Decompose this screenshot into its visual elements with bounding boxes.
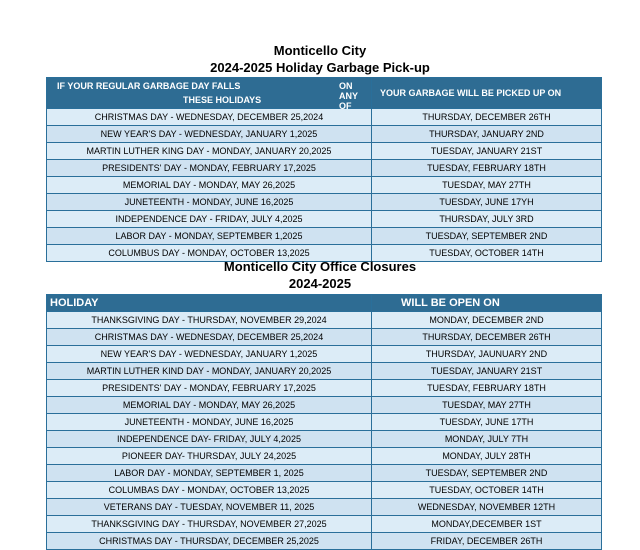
holiday-cell: MARTIN LUTHER KING DAY - MONDAY, JANUARY 20,2025 xyxy=(47,143,372,160)
holiday-cell: COLUMBAS DAY - MONDAY, OCTOBER 13,2025 xyxy=(47,482,372,499)
date-cell: TUESDAY, JANUARY 21ST xyxy=(372,143,602,160)
date-cell: THURSDAY, JULY 3RD xyxy=(372,211,602,228)
date-cell: MONDAY, JULY 7TH xyxy=(372,431,602,448)
holiday-cell: CHRISTMAS DAY - WEDNESDAY, DECEMBER 25,2024 xyxy=(47,329,372,346)
date-cell: TUESDAY, MAY 27TH xyxy=(372,397,602,414)
date-cell: TUESDAY, SEPTEMBER 2ND xyxy=(372,465,602,482)
table-header-row xyxy=(47,78,602,109)
holiday-cell: CHRISTMAS DAY - WEDNESDAY, DECEMBER 25,2024 xyxy=(47,109,372,126)
date-cell: TUESDAY, FEBRUARY 18TH xyxy=(372,380,602,397)
holiday-cell: THANKSGIVING DAY - THURSDAY, NOVEMBER 29,2024 xyxy=(47,312,372,329)
table-row xyxy=(47,499,602,516)
date-cell: TUESDAY, JUNE 17TH xyxy=(372,414,602,431)
holiday-cell: NEW YEAR'S DAY - WEDNESDAY, JANUARY 1,2025 xyxy=(47,346,372,363)
date-cell: TUESDAY, OCTOBER 14TH xyxy=(372,245,602,262)
date-cell: FRIDAY, DECEMBER 26TH xyxy=(372,533,602,550)
date-cell: THURSDAY, JAUNUARY 2ND xyxy=(372,346,602,363)
header-left-line2: THESE HOLIDAYS xyxy=(183,95,262,105)
holiday-cell: MARTIN LUTHER KIND DAY - MONDAY, JANUARY 20,2025 xyxy=(47,363,372,380)
table-row xyxy=(47,126,602,143)
table-row xyxy=(47,516,602,533)
date-cell: THURSDAY, DECEMBER 26TH xyxy=(372,109,602,126)
table-row xyxy=(47,533,602,550)
table-row xyxy=(47,194,602,211)
office-title: Monticello City Office Closures xyxy=(223,259,417,274)
header-right: YOUR GARBAGE WILL BE PICKED UP ON xyxy=(380,88,562,98)
table-row xyxy=(47,177,602,194)
table-row xyxy=(47,414,602,431)
table-row xyxy=(47,312,602,329)
table-row xyxy=(47,143,602,160)
holiday-cell: INDEPENDENCE DAY - FRIDAY, JULY 4,2025 xyxy=(47,211,372,228)
holiday-cell: LABOR DAY - MONDAY, SEPTEMBER 1, 2025 xyxy=(47,465,372,482)
header-left-line1: IF YOUR REGULAR GARBAGE DAY FALLS xyxy=(57,81,241,91)
table-row xyxy=(47,160,602,177)
holiday-cell: COLUMBUS DAY - MONDAY, OCTOBER 13,2025 xyxy=(47,245,372,262)
garbage-pickup-table xyxy=(46,77,602,262)
table-row xyxy=(47,465,602,482)
table-row xyxy=(47,448,602,465)
date-cell: THURSDAY, DECEMBER 26TH xyxy=(372,329,602,346)
garbage-title: 2024-2025 Holiday Garbage Pick-up xyxy=(210,60,430,75)
table-row xyxy=(47,397,602,414)
date-cell: MONDAY, JULY 28TH xyxy=(372,448,602,465)
table-row xyxy=(47,363,602,380)
table-row xyxy=(47,346,602,363)
table-row xyxy=(47,211,602,228)
date-cell: MONDAY, DECEMBER 2ND xyxy=(372,312,602,329)
header-open-on: WILL BE OPEN ON xyxy=(372,295,602,312)
date-cell: THURSDAY, JANUARY 2ND xyxy=(372,126,602,143)
office-subtitle: 2024-2025 xyxy=(288,276,352,291)
table-row xyxy=(47,329,602,346)
table-row xyxy=(47,431,602,448)
table-row xyxy=(47,228,602,245)
holiday-cell: JUNETEENTH - MONDAY, JUNE 16,2025 xyxy=(47,414,372,431)
holiday-cell: JUNETEENTH - MONDAY, JUNE 16,2025 xyxy=(47,194,372,211)
office-closures-table xyxy=(46,294,602,550)
holiday-cell: PIONEER DAY- THURSDAY, JULY 24,2025 xyxy=(47,448,372,465)
date-cell: TUESDAY, FEBRUARY 18TH xyxy=(372,160,602,177)
date-cell: TUESDAY, SEPTEMBER 2ND xyxy=(372,228,602,245)
table-row xyxy=(47,482,602,499)
header-left-line1b: ON ANY OF xyxy=(339,81,358,111)
date-cell: TUESDAY, MAY 27TH xyxy=(372,177,602,194)
date-cell: TUESDAY, JANUARY 21ST xyxy=(372,363,602,380)
holiday-cell: INDEPENDENCE DAY- FRIDAY, JULY 4,2025 xyxy=(47,431,372,448)
date-cell: TUESDAY, OCTOBER 14TH xyxy=(372,482,602,499)
holiday-cell: MEMORIAL DAY - MONDAY, MAY 26,2025 xyxy=(47,177,372,194)
header-holiday: HOLIDAY xyxy=(47,295,372,312)
holiday-cell: PRESIDENTS' DAY - MONDAY, FEBRUARY 17,2025 xyxy=(47,380,372,397)
date-cell: WEDNESDAY, NOVEMBER 12TH xyxy=(372,499,602,516)
holiday-cell: VETERANS DAY - TUESDAY, NOVEMBER 11, 2025 xyxy=(47,499,372,516)
header-pickup-cell xyxy=(372,78,602,109)
holiday-cell: THANKSGIVING DAY - THURSDAY, NOVEMBER 27,2025 xyxy=(47,516,372,533)
header-holiday-cell xyxy=(47,78,372,109)
holiday-cell: NEW YEAR'S DAY - WEDNESDAY, JANUARY 1,2025 xyxy=(47,126,372,143)
table-row xyxy=(47,380,602,397)
holiday-cell: LABOR DAY - MONDAY, SEPTEMBER 1,2025 xyxy=(47,228,372,245)
date-cell: MONDAY,DECEMBER 1ST xyxy=(372,516,602,533)
holiday-cell: PRESIDENTS' DAY - MONDAY, FEBRUARY 17,2025 xyxy=(47,160,372,177)
holiday-cell: MEMORIAL DAY - MONDAY, MAY 26,2025 xyxy=(47,397,372,414)
table-row xyxy=(47,109,602,126)
holiday-cell: CHRISTMAS DAY - THURSDAY, DECEMBER 25,2025 xyxy=(47,533,372,550)
city-title: Monticello City xyxy=(273,43,367,58)
date-cell: TUESDAY, JUNE 17YH xyxy=(372,194,602,211)
table-header-row xyxy=(47,295,602,312)
